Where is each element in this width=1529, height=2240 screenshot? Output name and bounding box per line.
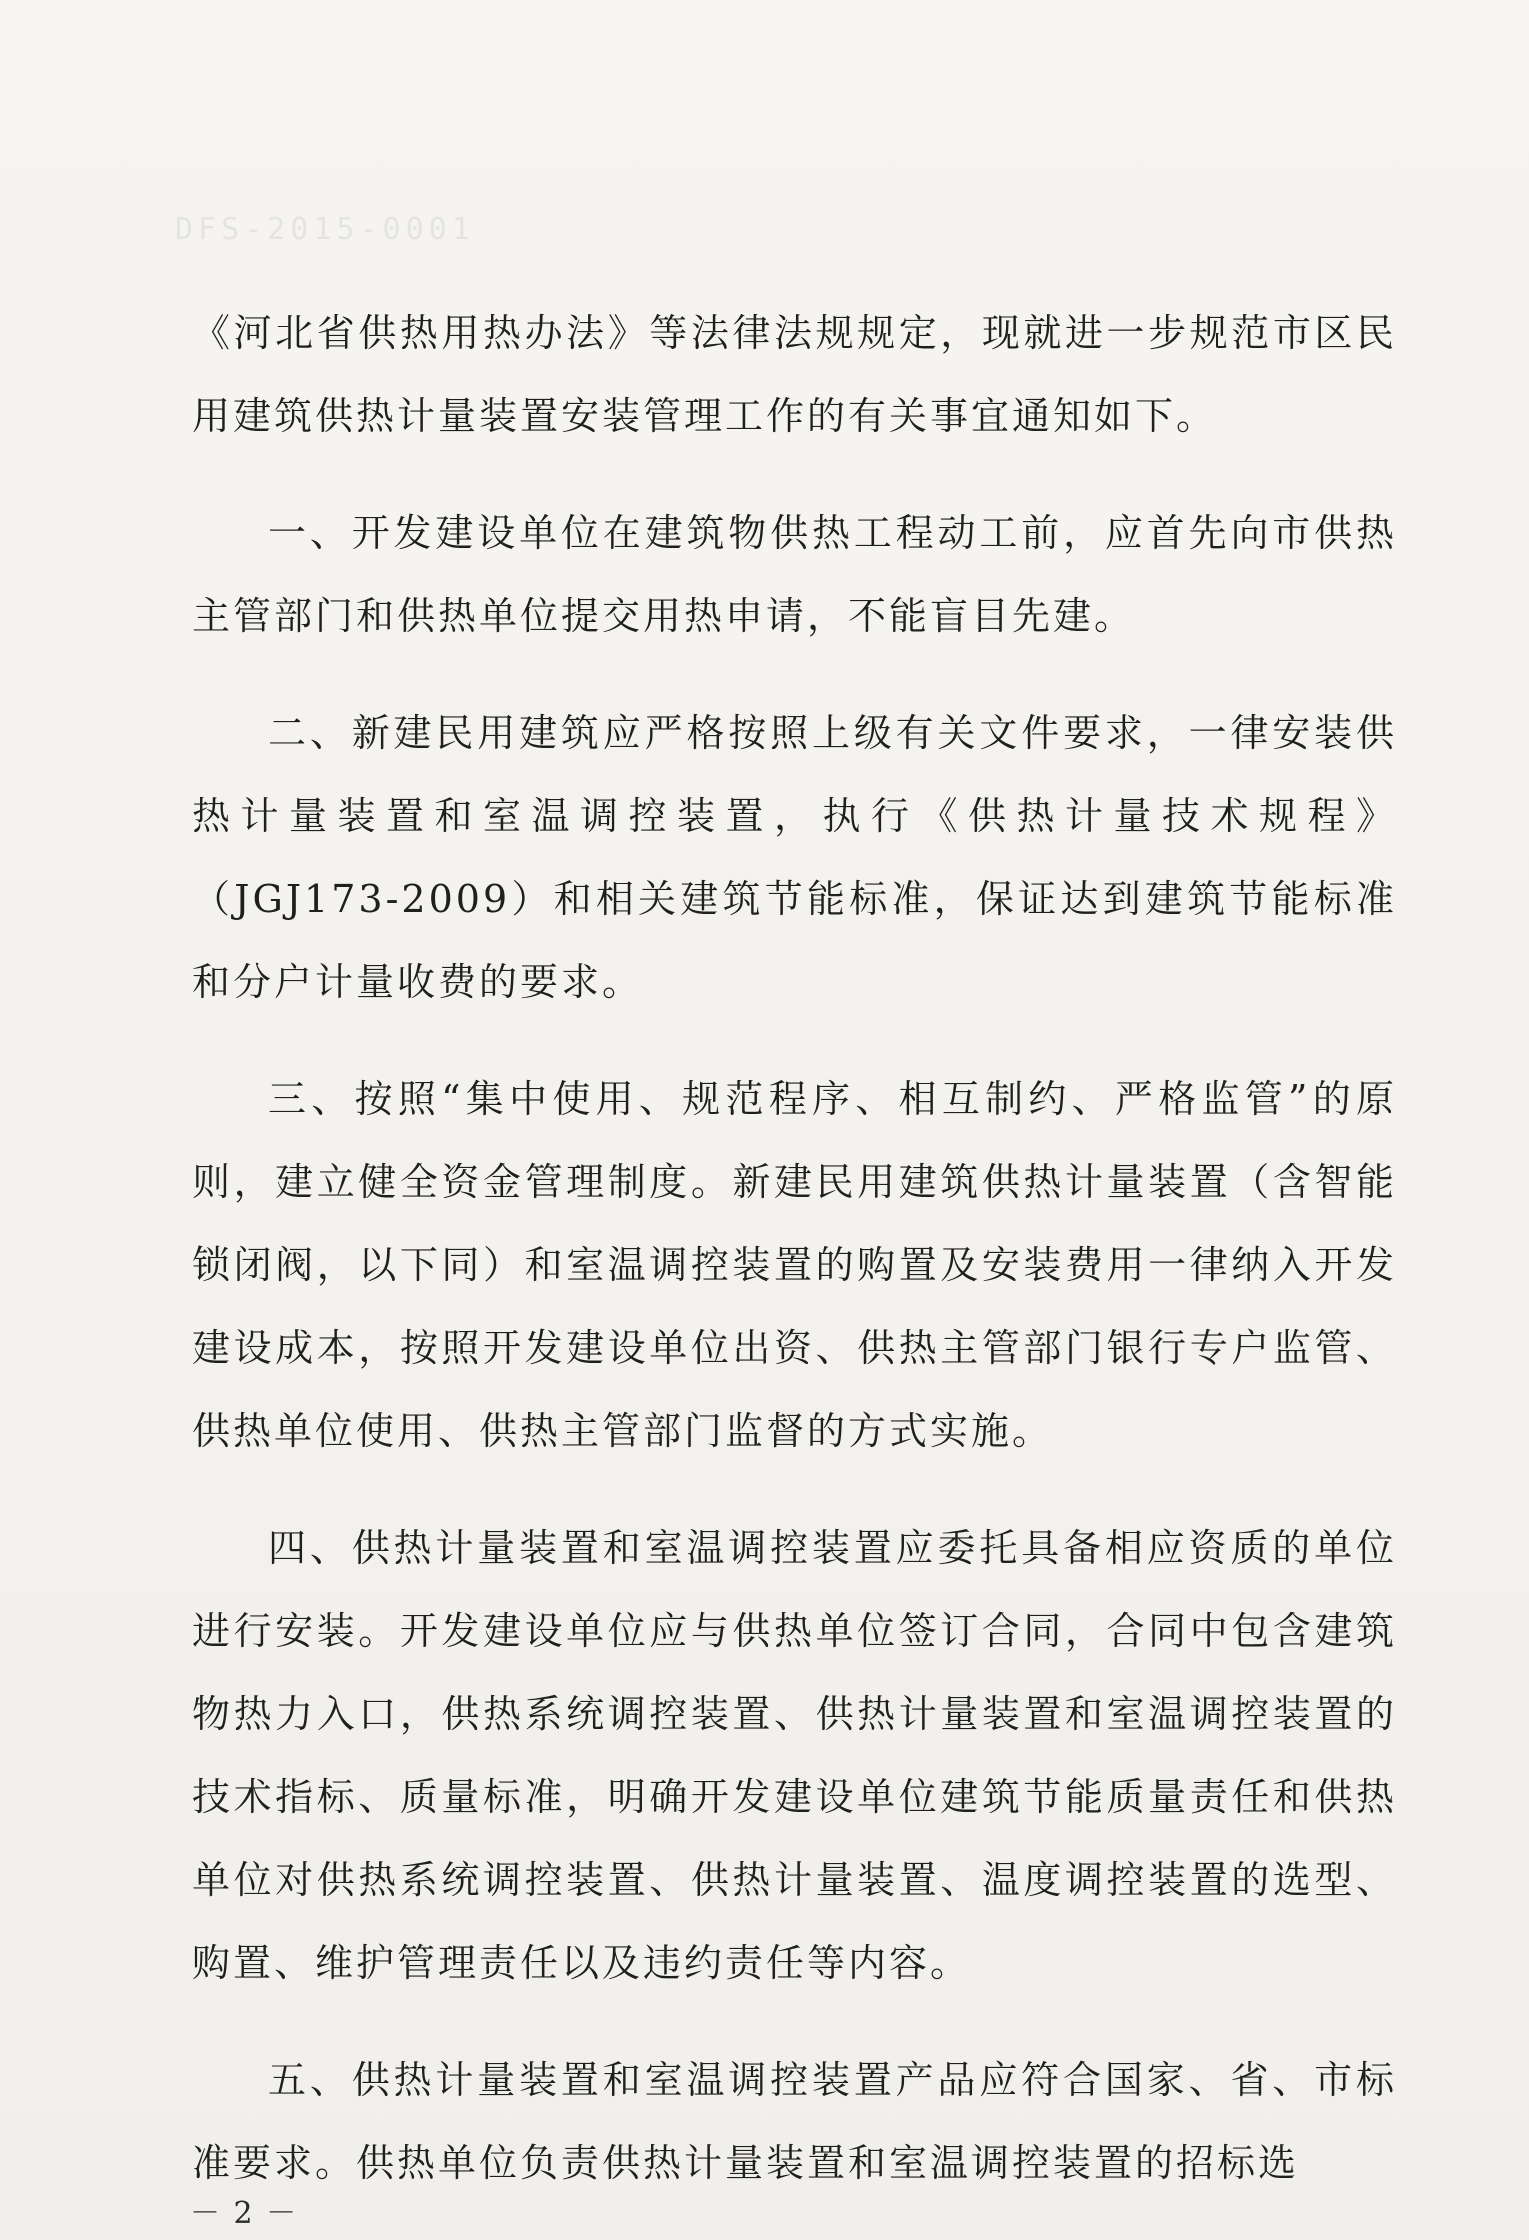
paragraph-intro: 《河北省供热用热办法》等法律法规规定，现就进一步规范市区民用建筑供热计量装置安装管理工作的有关事宜通知如下。 [192,311,1397,438]
paragraph-1: 一、开发建设单位在建筑物供热工程动工前，应首先向市供热主管部门和供热单位提交用热申请，不能盲目先建。 [192,511,1397,638]
page-number: － 2 － [190,2196,299,2231]
paragraph-4: 四、供热计量装置和室温调控装置应委托具备相应资质的单位进行安装。开发建设单位应与供热单位签订合同，合同中包含建筑物热力入口，供热系统调控装置、供热计量装置和室温调控装置的技术指标、质量标准，明确开发建设单位建筑节能质量责任和供热单位对供热系统调控装置、供热计量装置、温度调控装置的选型、购置、维护管理责任以及违约责任等内容。 [192,1526,1397,1985]
paragraph-2: 二、新建民用建筑应严格按照上级有关文件要求，一律安装供热计量装置和室温调控装置，执行《供热计量技术规程》（JGJ173-2009）和相关建筑节能标准，保证达到建筑节能标准和分户计量收费的要求。 [192,711,1397,1004]
paragraph-3: 三、按照“集中使用、规范程序、相互制约、严格监管”的原则，建立健全资金管理制度。新建民用建筑供热计量装置（含智能锁闭阀，以下同）和室温调控装置的购置及安装费用一律纳入开发建设成本，按照开发建设单位出资、供热主管部门银行专户监管、供热单位使用、供热主管部门监督的方式实施。 [192,1077,1397,1453]
watermark-text: DFS-2015-0001 [175,212,475,247]
paragraph-5: 五、供热计量装置和室温调控装置产品应符合国家、省、市标准要求。供热单位负责供热计量装置和室温调控装置的招标选 [192,2058,1397,2185]
document-body [192,292,1397,2239]
